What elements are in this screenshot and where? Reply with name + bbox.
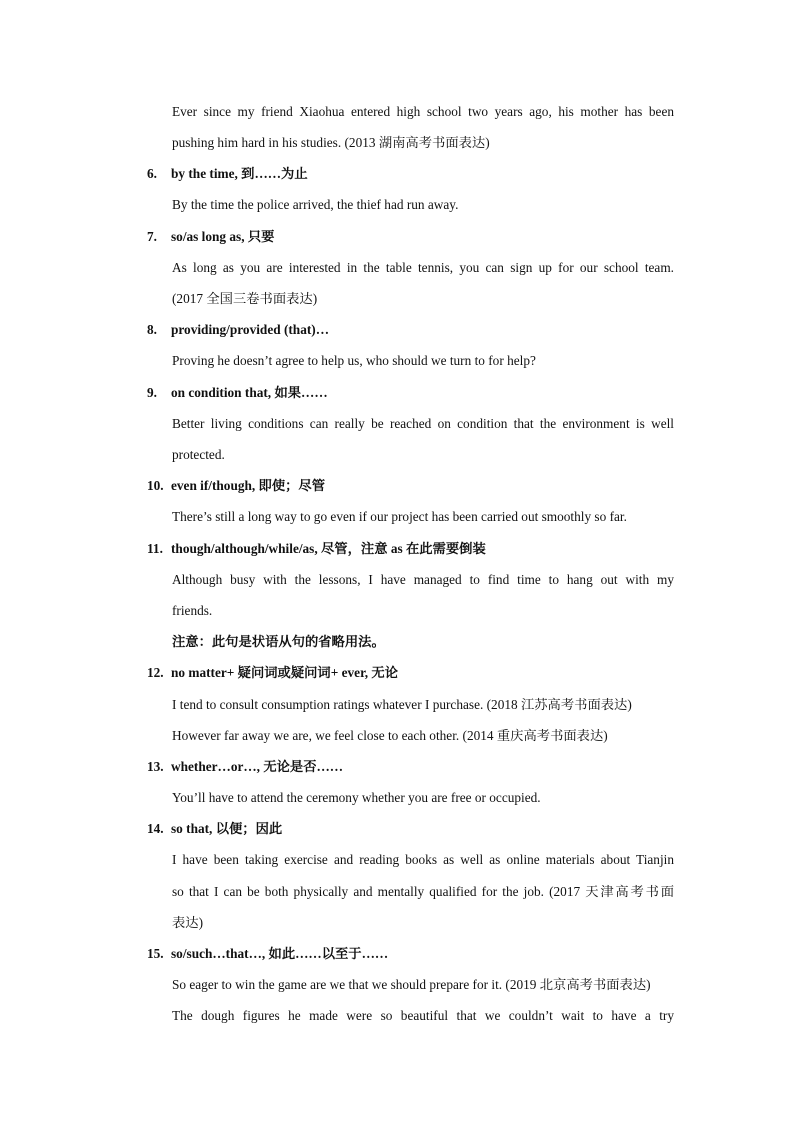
item-title: providing/provided (that)…: [171, 322, 329, 337]
item-number: 9.: [147, 385, 157, 400]
example-line: There’s still a long way to go even if our project has been carried out smoothly so far.: [172, 509, 627, 524]
example-line: Although busy with the lessons, I have managed to find time to hang out with my: [172, 572, 674, 587]
item-title: whether…or…, 无论是否……: [171, 759, 344, 774]
item-heading: [147, 166, 308, 182]
item-number: 6.: [147, 166, 157, 181]
example-line: The dough figures he made were so beautiful that we couldn’t wait to have a try: [172, 1008, 674, 1023]
item-number: 14.: [147, 821, 164, 836]
item-heading: [147, 821, 282, 837]
example-line: So eager to win the game are we that we should prepare for it. (2019 北京高考书面表达): [172, 977, 651, 992]
item-number: 13.: [147, 759, 164, 774]
item-heading: [147, 759, 343, 775]
item-number: 8.: [147, 322, 157, 337]
example-line: so that I can be both physically and mentally qualified for the job. (2017 天津高考书面: [172, 884, 674, 899]
item-title: no matter+ 疑问词或疑问词+ ever, 无论: [171, 665, 399, 680]
item-heading: [147, 385, 328, 401]
example-line: friends.: [172, 603, 213, 618]
item-heading: [147, 541, 486, 557]
item-number: 11.: [147, 541, 163, 556]
item-heading: [147, 665, 398, 681]
example-line: pushing him hard in his studies. (2013 湖南高考书面表达): [172, 135, 490, 150]
example-line: Ever since my friend Xiaohua entered high school two years ago, his mother has been: [172, 104, 674, 119]
item-title: so that, 以便；因此: [171, 821, 283, 836]
item-number: 10.: [147, 478, 164, 493]
example-line: Better living conditions can really be reached on condition that the environment is well: [172, 416, 674, 431]
example-line: By the time the police arrived, the thief had run away.: [172, 197, 459, 212]
example-line: protected.: [172, 447, 225, 462]
example-line: 表达): [172, 915, 204, 930]
note-line: 注意：此句是状语从句的省略用法。: [172, 634, 385, 649]
item-heading: [147, 322, 329, 338]
example-line: (2017 全国三卷书面表达): [172, 291, 318, 306]
example-line: However far away we are, we feel close to each other. (2014 重庆高考书面表达): [172, 728, 608, 743]
item-number: 7.: [147, 229, 157, 244]
item-title: so/such…that…, 如此……以至于……: [171, 946, 389, 961]
item-title: even if/though, 即使；尽管: [171, 478, 326, 493]
example-line: You’ll have to attend the ceremony whether you are free or occupied.: [172, 790, 541, 805]
item-heading: [147, 229, 274, 245]
example-line: Proving he doesn’t agree to help us, who should we turn to for help?: [172, 353, 536, 368]
item-number: 15.: [147, 946, 164, 961]
example-line: I tend to consult consumption ratings whatever I purchase. (2018 江苏高考书面表达): [172, 697, 632, 712]
item-title: so/as long as, 只要: [171, 229, 275, 244]
item-heading: [147, 478, 325, 494]
item-title: though/although/while/as, 尽管，注意 as 在此需要倒装: [171, 541, 486, 556]
item-heading: [147, 946, 388, 962]
example-line: As long as you are interested in the table tennis, you can sign up for our school team.: [172, 260, 674, 275]
item-title: by the time, 到……为止: [171, 166, 308, 181]
item-title: on condition that, 如果……: [171, 385, 328, 400]
example-line: I have been taking exercise and reading books as well as online materials about Tianjin: [172, 852, 674, 867]
item-number: 12.: [147, 665, 164, 680]
